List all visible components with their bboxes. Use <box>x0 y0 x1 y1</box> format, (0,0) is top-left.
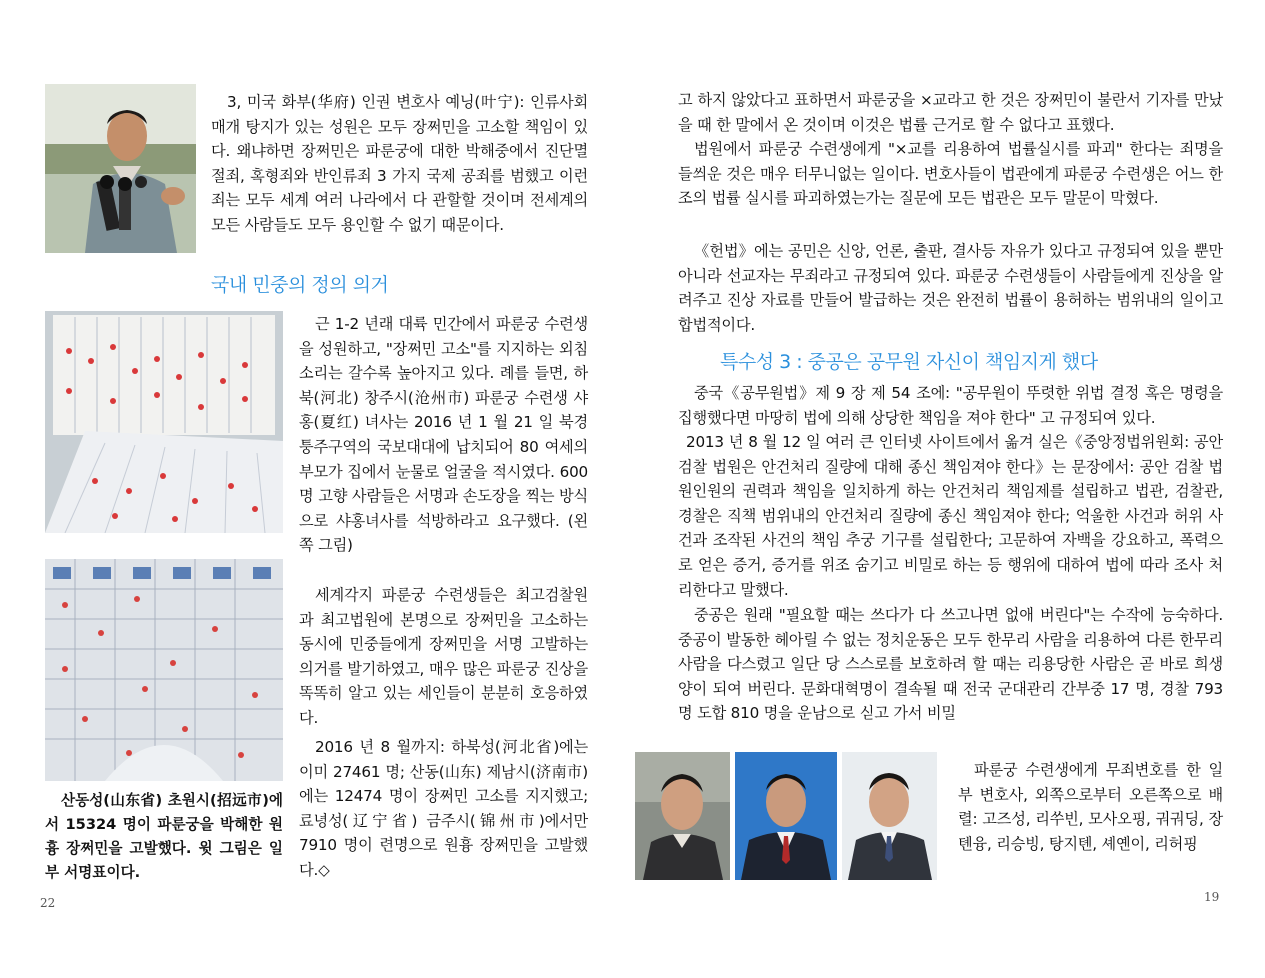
left-paragraph-2: 근 1-2 년래 대륙 민간에서 파룬궁 수련생을 성원하고, "장쩌민 고소"를 지지하는 외침 소리는 갈수록 높아지고 있다. 례를 들면, 하북(河北) 창주시(沧州市) 파룬궁 수련생 샤홍(夏红) 녀사는 2016 년 1 월 21 일 북경 퉁주구역의 국보대대에 납치되어 80 여세의 부모가 집에서 눈물로 얼굴을 적시였다. 600 명 고향 사람들은 서명과 손도장을 찍는 방식으로 샤홍녀사를 석방하라고 요구했다. (왼쪽 그림) <box>299 315 588 555</box>
page-number-right: 19 <box>1204 890 1220 904</box>
speaker-photo <box>45 84 196 253</box>
left-paragraph-3: 세계각지 파룬궁 수련생들은 최고검찰원과 최고법원에 본명으로 장쩌민을 고소하는 동시에 민중들에게 장쩌민을 서명 고발하는 의거를 발기하였고, 매우 많은 파룬궁 진상을 똑똑히 알고 있는 세인들이 분분히 호응하였다. <box>299 586 588 727</box>
petition-photo-2 <box>45 559 283 781</box>
lawyer-portrait-1 <box>635 752 730 880</box>
left-page <box>0 0 632 978</box>
right-section-heading: 특수성 3 : 중공은 공무원 자신이 책임지게 했다 <box>720 351 1098 373</box>
lawyer-portrait-2 <box>735 752 837 880</box>
right-page <box>632 0 1265 978</box>
left-paragraph-4: 2016 년 8 월까지: 하북성(河北省)에는 이미 27461 명; 산동(山东) 제남시(济南市)에는 12474 명이 장쩌민 고소를 지지했고; 료녕성(辽宁省) 금주시(锦州市)에서만 7910 명이 련명으로 원흉 장쩌민을 고발했다.◇ <box>299 738 588 879</box>
left-photo-caption: 산동성(山东省) 초원시(招远市)에서 15324 명이 파룬궁을 박해한 원흉 장쩌민을 고발했다. 윗 그림은 일부 서명표이다. <box>45 792 283 881</box>
right-photo-caption: 파룬궁 수련생에게 무죄변호를 한 일부 변호사, 외쪽으로부터 오른쪽으로 배렬: 고즈성, 리쑤빈, 모사오핑, 궈궈딩, 장톈융, 리승빙, 탕지톈, 셰옌이, 리허핑 <box>958 761 1223 853</box>
right-paragraph-2: 법원에서 파룬궁 수련생에게 "×교를 리용하여 법률실시를 파괴" 한다는 죄명을 들씌운 것은 매우 터무니없는 일이다. 변호사들이 법관에게 파룬궁 수련생은 어느 한 조의 법률 실시를 파괴하였는가는 질문에 모든 법관은 모두 말문이 막혔다. <box>678 140 1223 208</box>
left-paragraph-1: 3, 미국 화부(华府) 인권 변호사 예닝(叶宁): 인류사회 매개 탕지가 있는 성원은 모두 장쩌민을 고소할 책임이 있다. 왜냐하면 장쩌민은 파룬궁에 대한 박해중에서 진단멸절죄, 혹형죄와 반인류죄 3 가지 국제 공죄를 범했고 이런 죄는 모두 세계 여러 나라에서 다 관할할 것이며 전세계의 모든 사람들도 모두 용인할 수 없기 때문이다. <box>211 93 588 234</box>
lawyer-portrait-3 <box>842 752 937 880</box>
left-section-heading: 국내 민중의 정의 의거 <box>211 274 389 296</box>
page-number-left: 22 <box>40 896 56 910</box>
right-paragraph-3: 《헌법》에는 공민은 신앙, 언론, 출판, 결사등 자유가 있다고 규정되여 있을 뿐만아니라 선교자는 무죄라고 규정되여 있다. 파룬궁 수련생들이 사람들에게 진상을 알려주고 진상 자료를 만들어 발급하는 것은 완전히 법률이 용허하는 범위내의 일이고 합법적이다. <box>678 242 1223 334</box>
right-paragraph-6: 중공은 원래 "필요할 때는 쓰다가 다 쓰고나면 없애 버린다"는 수작에 능숙하다. 중공이 발동한 헤아릴 수 없는 정치운동은 모두 한무리 사람을 리용하여 다른 한무리 사람을 다스렸고 일단 당 스스로를 보호하려 할 때는 리용당한 사람은 곧 바로 희생양이 되여 버린다. 문화대혁명이 결속될 때 전국 군대관리 간부중 17 명, 경찰 793 명 도합 810 명을 운남으로 싣고 가서 비밀 <box>678 606 1223 723</box>
right-paragraph-4: 중국《공무원법》제 9 장 제 54 조에: "공무원이 뚜렷한 위법 결정 혹은 명령을 집행했다면 마땅히 법에 의해 상당한 책임을 져야 한다" 고 규정되여 있다. <box>678 384 1223 427</box>
right-paragraph-5: 2013 년 8 월 12 일 여러 큰 인터넷 사이트에서 옮겨 실은《중앙정법위원회: 공안 검찰 법원은 안건처리 질량에 대해 종신 책임져야 한다》는 문장에서: 공안 검찰 법원인원의 권력과 책임을 일치하게 하는 안건처리 책임제를 설립하고 법관, 검찰관, 경찰은 직책 범위내의 안건처리 질량에 종신 책임져야 한다; 억울한 사건과 허위 사건과 조작된 사건의 책임 추궁 기구를 설립한다; 고문하여 자백을 강요하고, 폭력으로 얻은 증거, 증거를 위조 숨기고 비밀로 하는 등 행위에 대하여 법에 따라 조사 처리한다고 말했다. <box>678 433 1223 599</box>
right-paragraph-1: 고 하지 않았다고 표하면서 파룬궁을 ×교라고 한 것은 장쩌민이 불란서 기자를 만났을 때 한 말에서 온 것이며 이것은 법률 근거로 할 수 없다고 표했다. <box>678 91 1223 134</box>
petition-photo-1 <box>45 311 283 533</box>
